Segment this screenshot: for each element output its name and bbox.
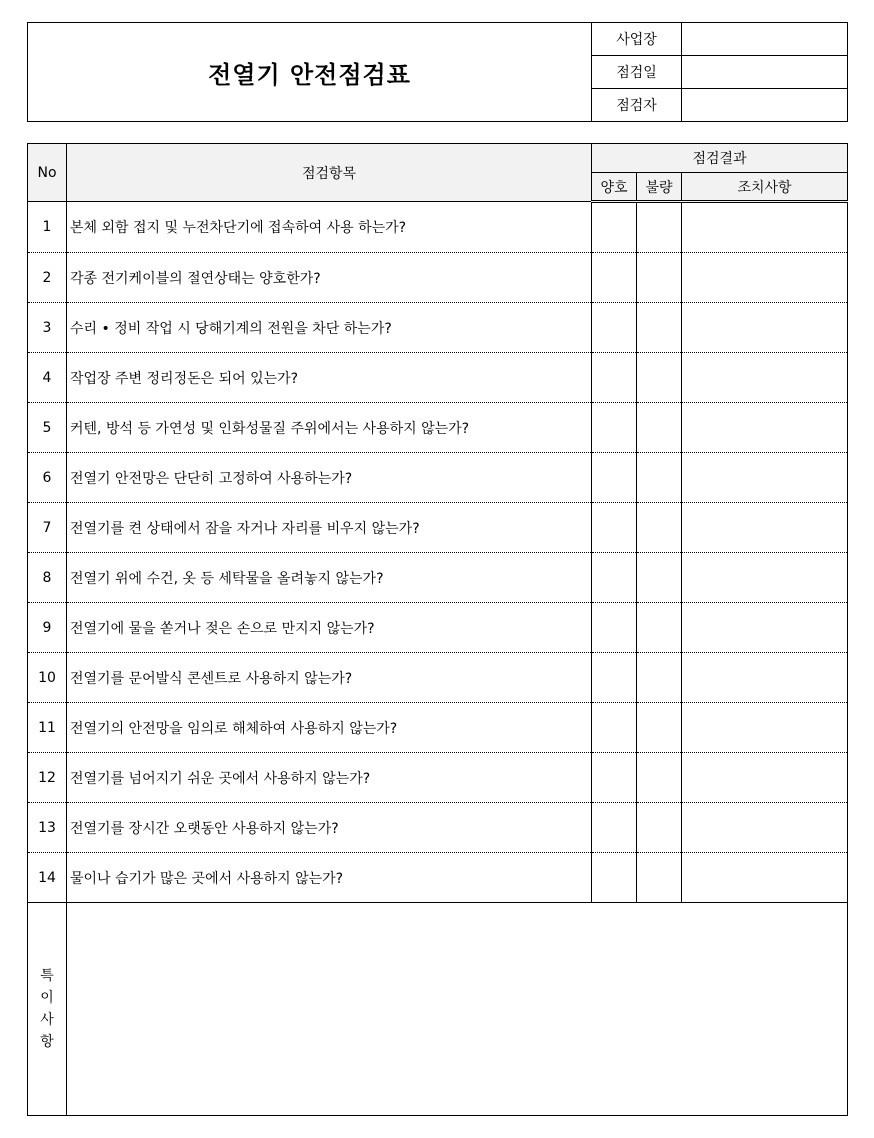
table-row bbox=[28, 303, 848, 353]
result-bad-cell[interactable] bbox=[637, 853, 682, 903]
row-number: 9 bbox=[28, 603, 67, 653]
row-number: 1 bbox=[28, 202, 67, 253]
action-cell[interactable] bbox=[682, 603, 848, 653]
page-title: 전열기 안전점검표 bbox=[28, 23, 592, 122]
remarks-label-char: 이 bbox=[40, 990, 54, 1006]
action-cell[interactable] bbox=[682, 653, 848, 703]
remarks-label-char: 사 bbox=[40, 1012, 54, 1028]
column-header-action: 조치사항 bbox=[682, 173, 848, 202]
result-good-cell[interactable] bbox=[592, 403, 637, 453]
check-item-text: 전열기를 넘어지기 쉬운 곳에서 사용하지 않는가? bbox=[67, 753, 592, 803]
column-header-bad: 불량 bbox=[637, 173, 682, 202]
result-good-cell[interactable] bbox=[592, 653, 637, 703]
check-item-text: 본체 외함 접지 및 누전차단기에 접속하여 사용 하는가? bbox=[67, 202, 592, 253]
row-number: 10 bbox=[28, 653, 67, 703]
action-cell[interactable] bbox=[682, 303, 848, 353]
check-item-text: 수리 • 정비 작업 시 당해기계의 전원을 차단 하는가? bbox=[67, 303, 592, 353]
check-item-text: 물이나 습기가 많은 곳에서 사용하지 않는가? bbox=[67, 853, 592, 903]
remarks-label-char: 특 bbox=[40, 968, 54, 984]
row-number: 11 bbox=[28, 703, 67, 753]
table-row bbox=[28, 753, 848, 803]
result-bad-cell[interactable] bbox=[637, 803, 682, 853]
header-table bbox=[27, 22, 848, 122]
result-bad-cell[interactable] bbox=[637, 503, 682, 553]
table-row bbox=[28, 853, 848, 903]
check-item-text: 각종 전기케이블의 절연상태는 양호한가? bbox=[67, 253, 592, 303]
check-item-text: 전열기를 장시간 오랫동안 사용하지 않는가? bbox=[67, 803, 592, 853]
row-number: 5 bbox=[28, 403, 67, 453]
action-cell[interactable] bbox=[682, 202, 848, 253]
result-good-cell[interactable] bbox=[592, 753, 637, 803]
row-number: 6 bbox=[28, 453, 67, 503]
inspector-label: 점검자 bbox=[592, 89, 682, 122]
table-row bbox=[28, 603, 848, 653]
check-item-text: 전열기의 안전망을 임의로 해체하여 사용하지 않는가? bbox=[67, 703, 592, 753]
row-number: 2 bbox=[28, 253, 67, 303]
result-good-cell[interactable] bbox=[592, 453, 637, 503]
inspection-date-field[interactable] bbox=[682, 56, 848, 89]
row-number: 4 bbox=[28, 353, 67, 403]
table-row bbox=[28, 703, 848, 753]
result-bad-cell[interactable] bbox=[637, 202, 682, 253]
result-bad-cell[interactable] bbox=[637, 453, 682, 503]
result-bad-cell[interactable] bbox=[637, 703, 682, 753]
result-bad-cell[interactable] bbox=[637, 603, 682, 653]
inspection-date-label: 점검일 bbox=[592, 56, 682, 89]
action-cell[interactable] bbox=[682, 253, 848, 303]
row-number: 3 bbox=[28, 303, 67, 353]
inspector-field[interactable] bbox=[682, 89, 848, 122]
result-bad-cell[interactable] bbox=[637, 303, 682, 353]
action-cell[interactable] bbox=[682, 503, 848, 553]
result-good-cell[interactable] bbox=[592, 503, 637, 553]
column-header-good: 양호 bbox=[592, 173, 637, 202]
result-bad-cell[interactable] bbox=[637, 353, 682, 403]
table-row bbox=[28, 553, 848, 603]
check-item-text: 전열기를 켠 상태에서 잠을 자거나 자리를 비우지 않는가? bbox=[67, 503, 592, 553]
check-item-text: 작업장 주변 정리정돈은 되어 있는가? bbox=[67, 353, 592, 403]
table-row bbox=[28, 803, 848, 853]
remarks-label bbox=[28, 903, 67, 1116]
remarks-label-char: 항 bbox=[40, 1034, 54, 1050]
checklist-table bbox=[27, 143, 848, 1116]
workplace-field[interactable] bbox=[682, 23, 848, 56]
result-good-cell[interactable] bbox=[592, 303, 637, 353]
check-item-text: 전열기에 물을 쏟거나 젖은 손으로 만지지 않는가? bbox=[67, 603, 592, 653]
row-number: 12 bbox=[28, 753, 67, 803]
action-cell[interactable] bbox=[682, 753, 848, 803]
check-item-text: 전열기 위에 수건, 옷 등 세탁물을 올려놓지 않는가? bbox=[67, 553, 592, 603]
result-good-cell[interactable] bbox=[592, 553, 637, 603]
table-row bbox=[28, 453, 848, 503]
result-good-cell[interactable] bbox=[592, 202, 637, 253]
table-row bbox=[28, 503, 848, 553]
column-header-result: 점검결과 bbox=[592, 144, 848, 173]
action-cell[interactable] bbox=[682, 553, 848, 603]
table-row bbox=[28, 353, 848, 403]
action-cell[interactable] bbox=[682, 853, 848, 903]
table-row bbox=[28, 403, 848, 453]
result-bad-cell[interactable] bbox=[637, 403, 682, 453]
row-number: 7 bbox=[28, 503, 67, 553]
result-good-cell[interactable] bbox=[592, 603, 637, 653]
result-good-cell[interactable] bbox=[592, 703, 637, 753]
remarks-field[interactable] bbox=[67, 903, 848, 1116]
column-header-item: 점검항목 bbox=[67, 144, 592, 202]
column-header-no: No bbox=[28, 144, 67, 202]
table-row bbox=[28, 202, 848, 253]
check-item-text: 커텐, 방석 등 가연성 및 인화성물질 주위에서는 사용하지 않는가? bbox=[67, 403, 592, 453]
workplace-label: 사업장 bbox=[592, 23, 682, 56]
result-good-cell[interactable] bbox=[592, 353, 637, 403]
action-cell[interactable] bbox=[682, 703, 848, 753]
action-cell[interactable] bbox=[682, 453, 848, 503]
check-item-text: 전열기 안전망은 단단히 고정하여 사용하는가? bbox=[67, 453, 592, 503]
action-cell[interactable] bbox=[682, 353, 848, 403]
table-row bbox=[28, 253, 848, 303]
check-item-text: 전열기를 문어발식 콘센트로 사용하지 않는가? bbox=[67, 653, 592, 703]
row-number: 14 bbox=[28, 853, 67, 903]
table-row bbox=[28, 653, 848, 703]
remarks-row bbox=[28, 903, 848, 1116]
result-good-cell[interactable] bbox=[592, 803, 637, 853]
checklist-rows bbox=[28, 202, 848, 1116]
result-good-cell[interactable] bbox=[592, 253, 637, 303]
row-number: 13 bbox=[28, 803, 67, 853]
result-bad-cell[interactable] bbox=[637, 753, 682, 803]
action-cell[interactable] bbox=[682, 803, 848, 853]
action-cell[interactable] bbox=[682, 403, 848, 453]
result-bad-cell[interactable] bbox=[637, 253, 682, 303]
result-good-cell[interactable] bbox=[592, 853, 637, 903]
row-number: 8 bbox=[28, 553, 67, 603]
result-bad-cell[interactable] bbox=[637, 553, 682, 603]
result-bad-cell[interactable] bbox=[637, 653, 682, 703]
